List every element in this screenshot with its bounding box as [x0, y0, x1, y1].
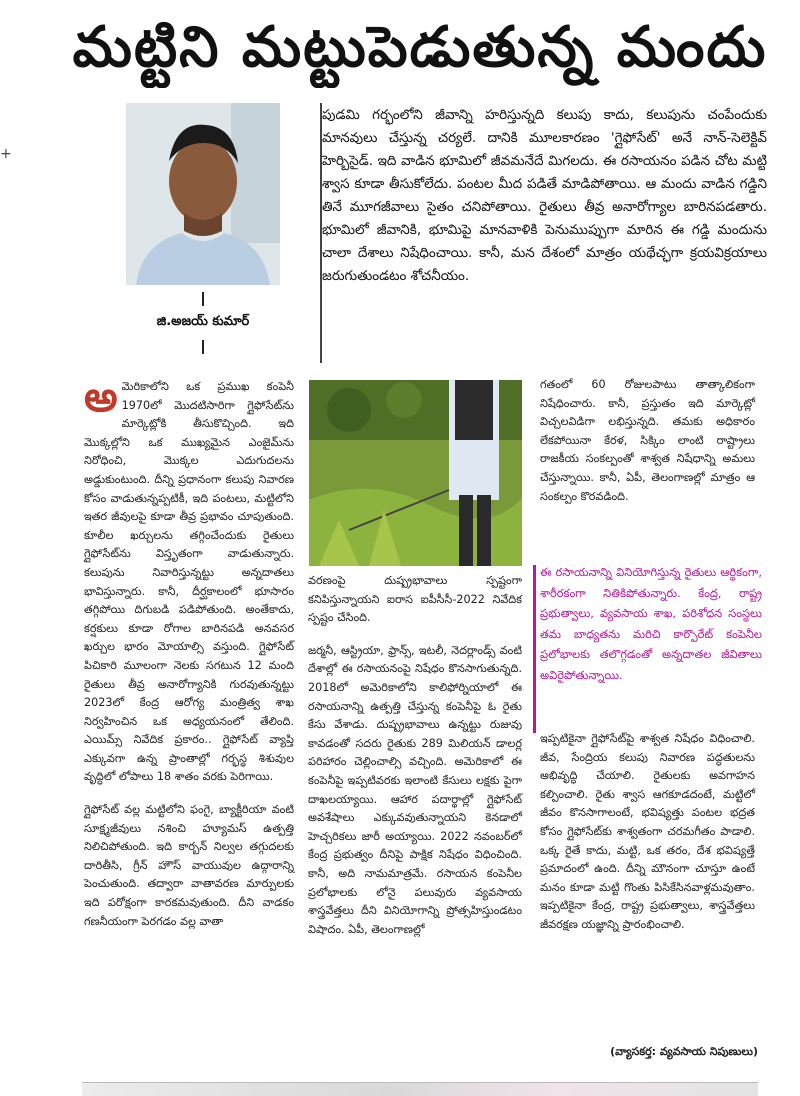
author-credit: (వ్యాసకర్త: వ్యవసాయ నిపుణులు) [610, 1045, 758, 1058]
divider [202, 292, 204, 306]
author-name: జి.అజయ్ కుమార్ [156, 314, 250, 329]
drop-cap: అ [84, 372, 118, 421]
paragraph: ఇప్పటికైనా గ్లైఫోసేట్‌పై శాశ్వత నిషేధం విధించాలి. జీవ, సేంద్రియ కలుపు నివారణ పద్ధతులను అభివృద్ధి చేయాలి. రైతులకు అవగాహన కల్పించాలి. రైతు శ్వాస ఆగకూడదంటే, మట్టిలో జీవం కొనసాగాలంటే, భవిష్యత్తు పంటల భద్రత కోసం గ్లైఫోసేట్‌కు శాశ్వతంగా చరమగీతం పాడాలి. ఒక్క రైతే కాదు, మట్టి, ఒక తరం, దేశ భవిష్యత్తే ప్రమాదంలో ఉంది. దీన్ని మౌనంగా చూస్తూ ఉంటే మనం కూడా మట్టి గొంతు పిసికేసినవాళ్లమవుతాం. ఇప్పటికైనా కేంద్ర, రాష్ట్ర ప్రభుత్వాలు, శాస్త్రవేత్తలు జీవరక్షణ యజ్ఞాన్ని ప్రారంభించాలి. [540, 732, 755, 931]
lede-paragraph: పుడమి గర్భంలోని జీవాన్ని హరిస్తున్నది కలుపు కాదు, కలుపును చంపేందుకు మానవులు చేస్తున్న చర్యలే. దానికి మూలకారణం 'గ్లైఫోసేట్' అనే నాన్-సెలెక్టివ్ హెర్బిసైడ్. ఇది వాడిన భూమిలో జీవమనేదే మిగలదు. ఈ రసాయనం పడిన చోట మట్టి శ్వాస కూడా తీసుకోలేదు. పంటల మీద పడితే మాడిపోతాయి. ఆ మందు వాడిన గడ్డిని తినే మూగజీవాలు సైతం చనిపోతాయి. రైతులు తీవ్ర అనారోగ్యాల బారినపడతారు. భూమిలో జీవానికి, భూమిపై మానవాళికి పెనుముప్పుగా మారిన ఈ గడ్డి మందును చాలా దేశాలు నిషేధించాయి. కానీ, మన దేశంలో మాత్రం యథేచ్ఛగా క్రయవిక్రయాలు జరుగుతుండటం శోచనీయం. [322, 107, 767, 284]
paragraph: గ్లైఫోసేట్ వల్ల మట్టిలోని ఫంగై, బ్యాక్టీరియా వంటి సూక్ష్మజీవులు నశించి హ్యూమస్ ఉత్పత్తి నిలిచిపోతుంది. ఇది కార్బన్ నిల్వల తగ్గుదలకు దారితీసి, గ్రీన్ హౌస్ వాయువుల ఉద్గారాన్ని పెంచుతుంది. తద్వారా వాతావరణ మార్పులకు ఇది పరోక్షంగా కారకమవుతుంది. దీని వాడకం గణనీయంగా పెరగడం వల్ల వాతా [84, 803, 294, 928]
column-3-continued [540, 730, 755, 949]
paragraph: వరణంపై దుష్ప్రభావాలు స్పష్టంగా కనిపిస్తున్నాయని ఐరాస ఐపీసీసీ-2022 నివేదిక స్పష్టం చేసింది. [308, 574, 522, 625]
headline: మట్టిని మట్టుపెడుతున్న మందు [72, 15, 768, 80]
crop-mark-icon: + [0, 146, 12, 162]
bottom-strip [82, 1082, 758, 1096]
paragraph: మెరికాలోని ఒక ప్రముఖ కంపెనీ 1970లో మొదటిసారిగా గ్లైఫోసేట్‌ను మార్కెట్లోకి తీసుకొచ్చింది. ఇది మొక్కల్లోని ఒక ముఖ్యమైన ఎంజైమ్‌ను నిరోధించి, మొక్కల ఎదుగుదలను అడ్డుకుంటుంది. దీన్ని ప్రధానంగా కలుపు నివారణ కోసం వాడుతున్నప్పటికీ, ఇది పంటలు, మట్టిలోని ఇతర జీవులపై కూడా తీవ్ర ప్రభావం చూపుతుంది. కూలీల ఖర్చులను తగ్గించేందుకు రైతులు గ్లైఫోసేట్‌ను విస్తృతంగా వాడుతున్నారు. కలుపును నివారిస్తున్నట్టు అన్నదాతలు భావిస్తున్నారు. కానీ, దీర్ఘకాలంలో భూసారం తగ్గిపోయి దిగుబడి పడిపోతుంది. అంతేకాదు, కర్షకులు కూడా రోగాల బారినపడి అనవసర ఖర్చుల భారం మోయాల్సి వస్తుంది. గ్లైఫోసేట్ పిచికారి మూలంగా నెలకు సగటున 12 మంది రైతులు తీవ్ర అనారోగ్యానికి గురవుతున్నట్టు 2023లో కేంద్ర ఆరోగ్య మంత్రిత్వ శాఖ నిర్వహించిన ఒక అధ్యయనంలో తేలింది. ఎయిమ్స్ నివేదిక ప్రకారం.. గ్లైఫోసేట్ వ్యాప్తి ఎక్కువగా ఉన్న ప్రాంతాల్లో గర్భస్థ శిశువుల వృద్ధిలో లోపాలు 18 శాతం వరకు పెరిగాయి. [84, 380, 294, 784]
farmer-spraying-photo [309, 380, 522, 566]
pull-quote-rule [533, 565, 536, 733]
author-photo [126, 103, 280, 285]
column-2 [308, 572, 522, 953]
paragraph: గతంలో 60 రోజులపాటు తాత్కాలికంగా నిషేధించారు. కానీ, ప్రస్తుతం ఇది మార్కెట్లో విచ్చలవిడిగా లభిస్తున్నది. తమకు అధికారం లేకపోయినా కేరళ, సిక్కిం లాంటి రాష్ట్రాలు రాజకీయ సంకల్పంతో శాశ్వత నిషేధాన్ని అమలు చేస్తున్నాయి. కానీ, ఏపీ, తెలంగాణల్లో మాత్రం ఆ సంకల్పం కొరవడింది. [540, 378, 755, 503]
divider [202, 340, 204, 354]
paragraph: జర్మనీ, ఆస్ట్రియా, ఫ్రాన్స్, ఇటలీ, నెదర్లాండ్స్ వంటి దేశాల్లో ఈ రసాయనంపై నిషేధం కొనసాగుతున్నది. 2018లో అమెరికాలోని కాలిఫోర్నియాలో ఈ రసాయనాన్ని ఉత్పత్తి చేస్తున్న కంపెనీపై ఓ రైతు కేసు వేశాడు. దుష్ప్రభావాలు ఉన్నట్టు రుజువు కావడంతో సదరు రైతుకు 289 మిలియన్ డాలర్ల పరిహారం చెల్లించాల్సి వచ్చింది. అమెరికాలో ఈ కంపెనీపై ఇప్పటివరకు ఇలాంటి కేసులు లక్షకు పైగా దాఖలయ్యాయి. ఆహార పదార్థాల్లో గ్లైఫోసేట్ అవశేషాలు ఎక్కువవుతున్నాయని కెనడాలో హెచ్చరికలు జారీ అయ్యాయి. 2022 నవంబర్‌లో కేంద్ర ప్రభుత్వం దీనిపై పాక్షిక నిషేధం విధించింది. కానీ, అది నామమాత్రమే. రసాయన కంపెనీల ప్రలోభాలకు లోనై పలువురు వ్యవసాయ శాస్త్రవేత్తలు దీని వినియోగాన్ని ప్రోత్సహిస్తుండటం విషాదం. ఏపీ, తెలంగాణల్లో [308, 643, 522, 936]
column-1 [84, 372, 294, 945]
column-3 [540, 376, 755, 520]
pull-quote: ఈ రసాయనాన్ని వినియోగిస్తున్న రైతులు ఆర్థికంగా, శారీరకంగా నితికిపోతున్నారు. కేంద్ర, రాష్ట్ర ప్రభుత్వాలు, వ్యవసాయ శాఖ, పరిశోధన సంస్థలు తమ బాధ్యతను మరిచి కార్పొరేట్ కంపెనీల ప్రలోభాలకు తలొగ్గడంతో అన్నదాతల జీవితాలు అవిరైపోతున్నాయి. [540, 565, 762, 682]
